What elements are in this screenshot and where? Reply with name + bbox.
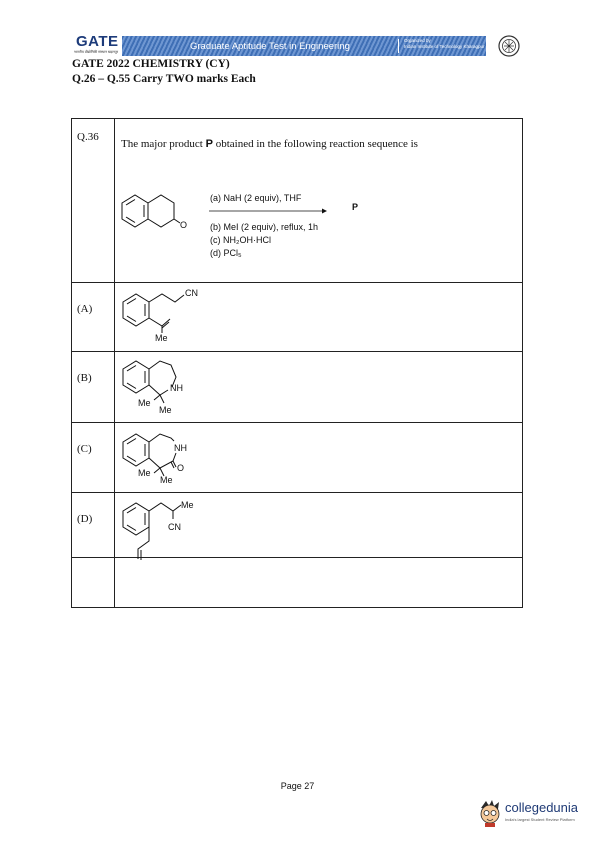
condition-b: (b) MeI (2 equiv), reflux, 1h [210,222,319,232]
collegedunia-tagline: India's largest Student Review Platform [505,817,575,822]
option-label-cell [72,423,115,493]
section-title: Q.26 – Q.55 Carry TWO marks Each [72,73,256,85]
option-c-carbonyl-oxygen: O [177,463,185,473]
option-a-cyano: CN [185,288,198,298]
gate-logo-subtext: भारतीय प्रौद्योगिकी संस्थान खड़गपुर [74,50,118,54]
page-number: Page 27 [280,781,315,791]
question-text-post: obtained in the following reaction sequence is [212,138,418,150]
option-c-methyl-1: Me [138,468,151,478]
option-d-structure [118,497,208,567]
option-b-methyl-2: Me [159,405,172,415]
option-label-a: (A) [77,303,93,315]
condition-c: (c) NH₂OH·HCl [210,235,271,245]
reactant-oxygen: O [180,220,188,230]
option-a-methyl: Me [155,333,168,343]
banner-title: Graduate Aptitude Test in Engineering [190,41,350,52]
option-label-cell [72,352,115,423]
question-text-pre: The major product [121,138,206,150]
question-text [121,138,418,150]
banner-organizer [404,38,484,50]
option-d-methyl: Me [181,500,194,510]
option-label-cell [72,283,115,352]
option-b-methyl-1: Me [138,398,151,408]
reaction-arrow-icon [208,207,328,215]
reactant-tetralone-structure [118,190,198,240]
empty-label-cell [72,558,115,608]
organized-label: Organized by [404,38,431,43]
option-b-amine: NH [170,383,183,393]
banner-separator [398,39,399,53]
collegedunia-wordmark: collegedunia [505,800,579,815]
gate-logo [70,33,122,59]
option-c-amide-nh: NH [174,443,187,453]
question-number-cell [72,119,115,283]
organizer-name: Indian Institute of Technology Kharagpur [404,44,485,49]
option-d-cyano: CN [168,522,181,532]
option-c-methyl-2: Me [160,475,173,485]
product-p: P [352,202,359,212]
option-label-d: (D) [77,513,93,525]
gate-logo-text: GATE [76,33,119,50]
collegedunia-logo [478,795,579,831]
question-number: Q.36 [77,131,99,143]
exam-title: GATE 2022 CHEMISTRY (CY) [72,58,230,70]
option-label-c: (C) [77,443,92,455]
option-label-b: (B) [77,372,92,384]
gate-banner [70,33,525,59]
condition-a: (a) NaH (2 equiv), THF [210,193,302,203]
iit-kharagpur-logo-icon [498,34,520,58]
condition-d: (d) PCl₅ [210,248,242,258]
option-label-cell [72,493,115,558]
question-product-symbol: P [205,138,213,150]
mascot-icon [478,799,502,827]
banner-bar [122,36,486,56]
